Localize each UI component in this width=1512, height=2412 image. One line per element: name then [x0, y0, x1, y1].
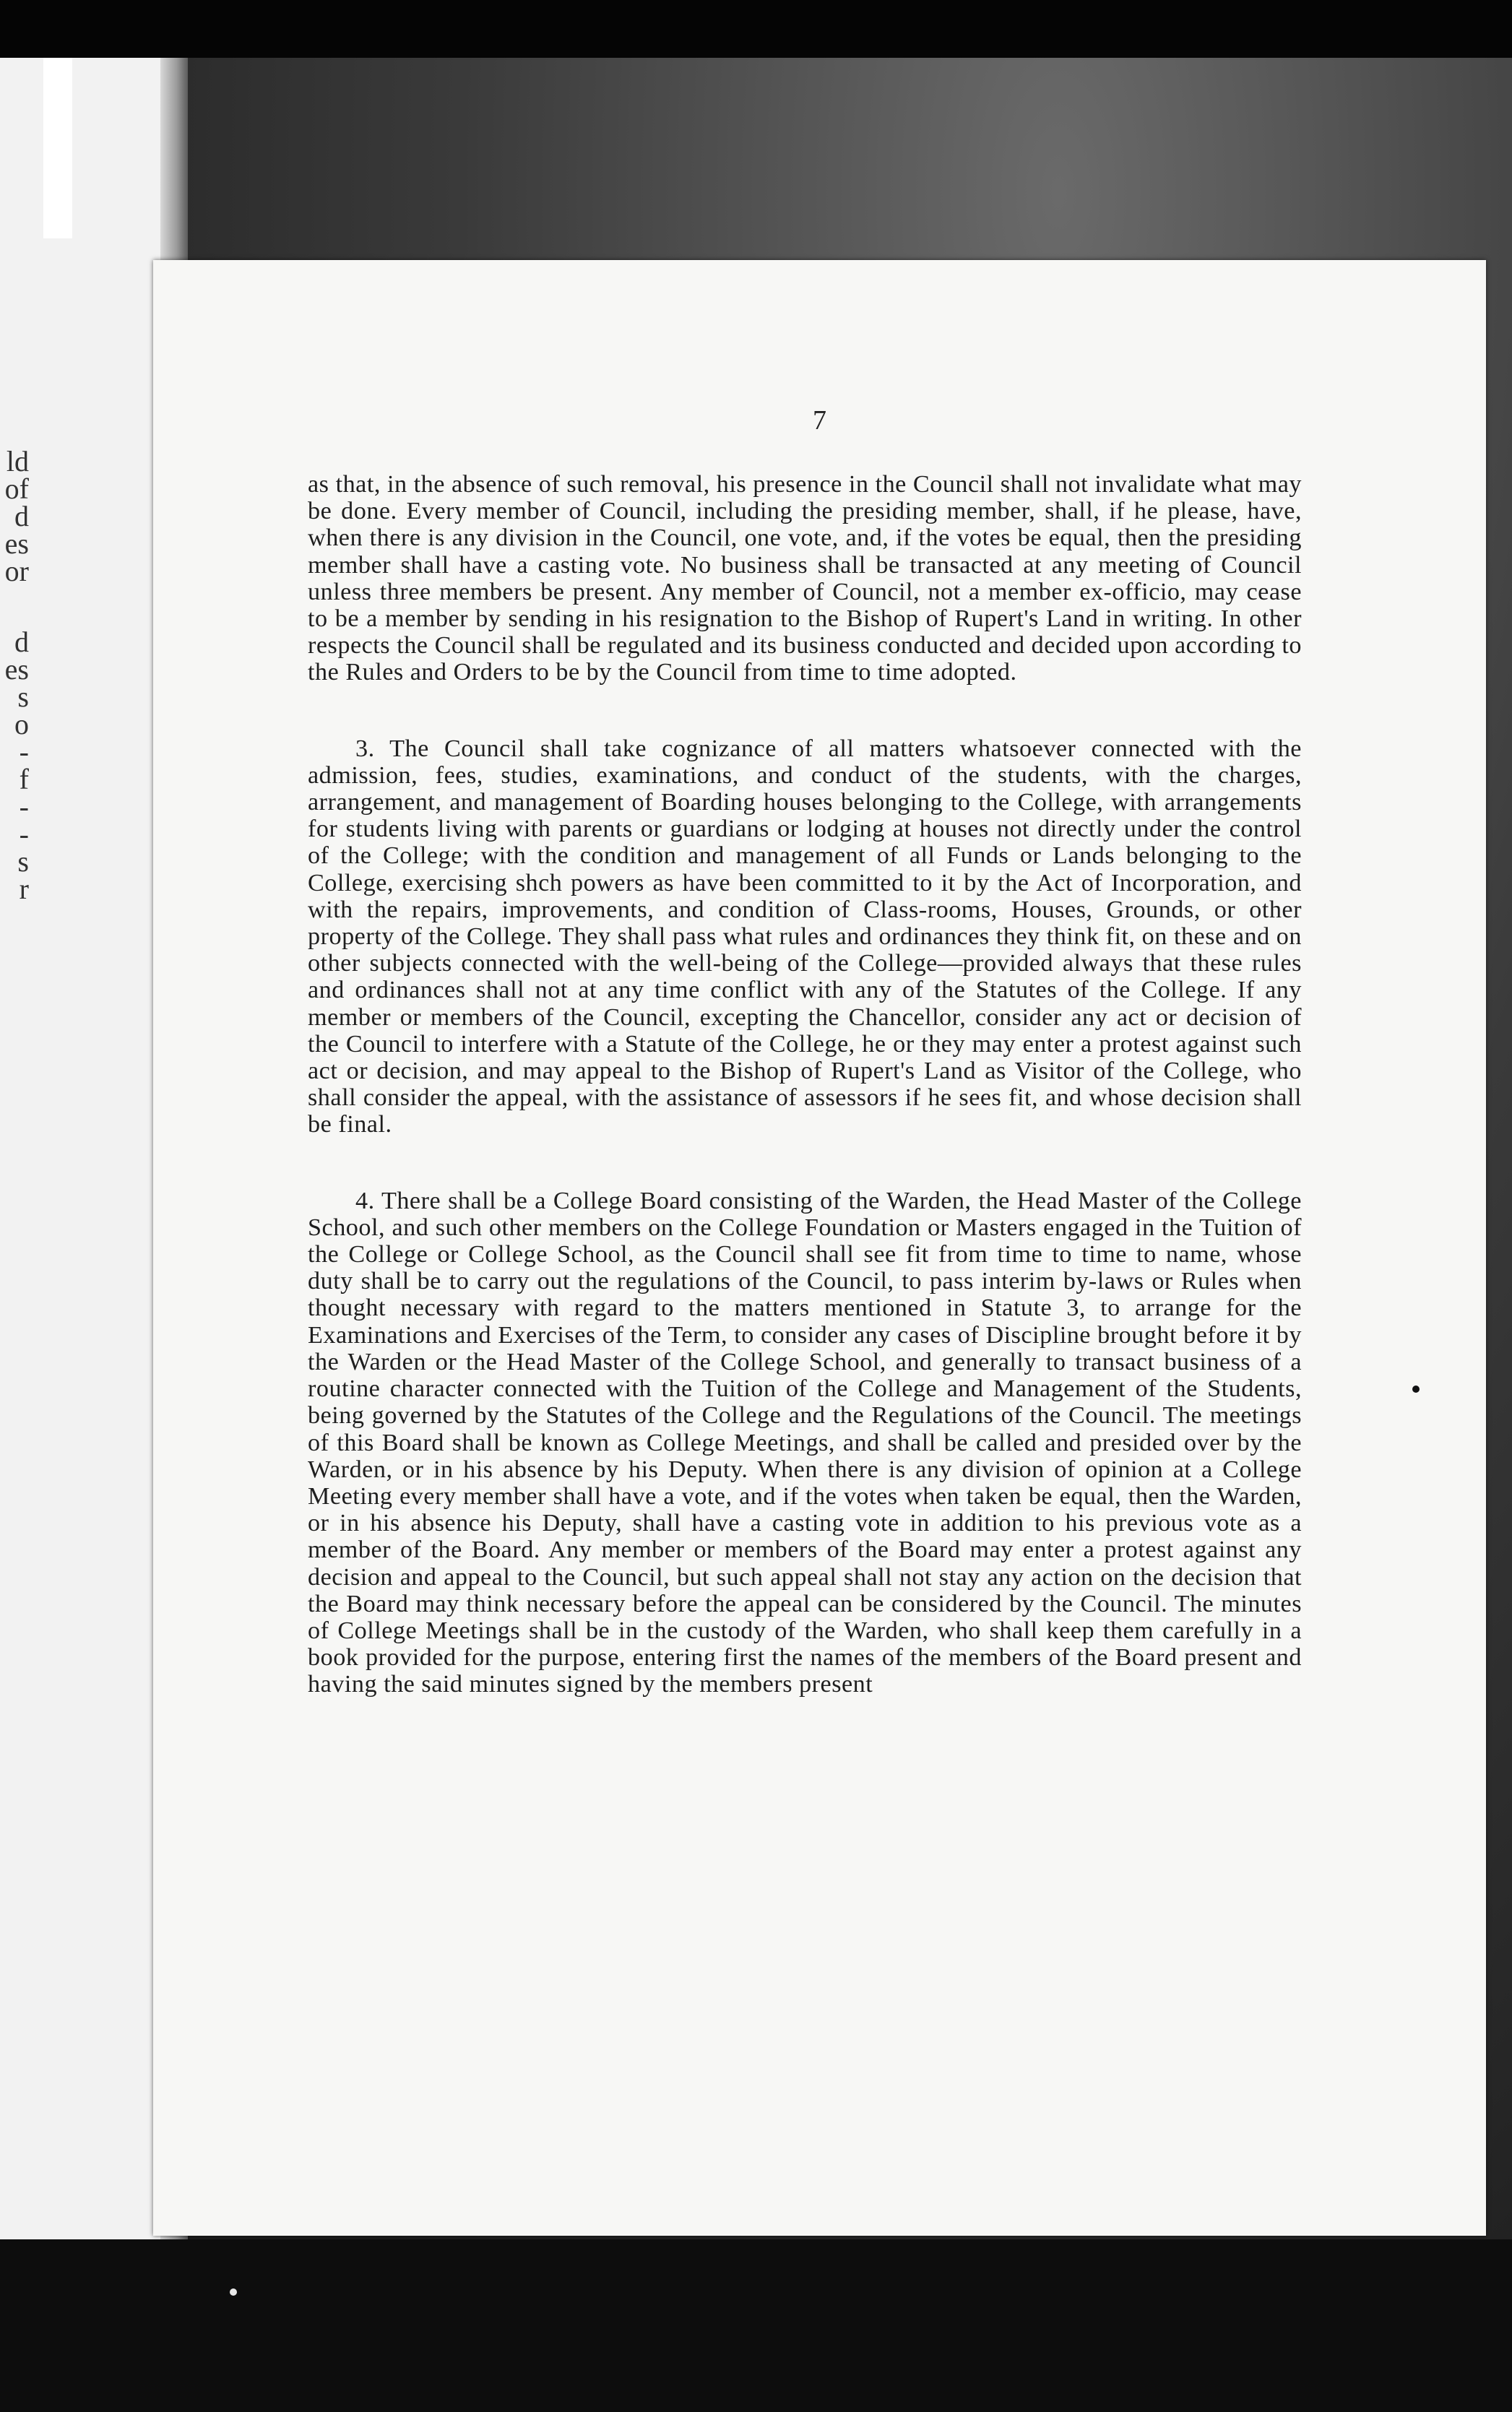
facing-page-highlight [43, 58, 72, 238]
facing-page-text-fragments [0, 448, 29, 903]
fragment-line: s [17, 683, 29, 711]
scan-bottom-border [0, 2239, 1512, 2412]
fragment-line: or [4, 558, 29, 585]
fragment-line: ld [6, 448, 29, 475]
fragment-line: of [4, 475, 29, 503]
fragment-line: - [19, 793, 29, 821]
fragment-line: es [4, 530, 29, 558]
scan-speck [230, 2288, 237, 2296]
fragment-line: s [17, 848, 29, 876]
page-body [308, 471, 1302, 1747]
fragment-line: f [19, 766, 29, 793]
document-page [153, 260, 1486, 2236]
fragment-line: d [14, 628, 29, 656]
paragraph-continuation: as that, in the absence of such removal, his presence in the Council shall not invalidate what may be done. Every member of Council, including the presiding member, shall, if he please, have, when there is any division in the Council, one vote, and, if the votes be equal, then the presiding member shall have a casting vote. No business shall be transacted at any meeting of Council unless three members be present. Any member of Council, not a member ex-officio, may cease to be a member by sending in his resignation to the Bishop of Rupert's Land in writing. In other respects the Council shall be regulated and its business conducted and decided upon according to the Rules and Orders to be by the Council from time to time adopted. [308, 471, 1302, 686]
scan-top-border [0, 0, 1512, 58]
page-number: 7 [813, 405, 826, 436]
paragraph-statute-3: 3. The Council shall take cognizance of all matters whatsoever connected with the admission, fees, studies, examinations, and conduct of the students, with the charges, arrangement, and management of Boarding houses belonging to the College, with arrangements for students living with parents or guardians or lodging at houses not directly under the control of the College; with the condition and management of all Funds or Lands belonging to the College, exercising shch powers as have been committed to it by the Act of Incorporation, and with the repairs, improvements, and condition of Class-rooms, Houses, Grounds, or other property of the College. They shall pass what rules and ordinances they think fit, on these and on other subjects connected with the well-being of the College—provided always that these rules and ordinances shall not at any time conflict with any of the Statutes of the College. If any member or members of the Council, excepting the Chancellor, consider any act or decision of the Council to interfere with a Statute of the College, he or they may enter a protest against such act or decision, and may appeal to the Bishop of Rupert's Land as Visitor of the College, who shall consider the appeal, with the assistance of assessors if he sees fit, and whose decision shall be final. [308, 735, 1302, 1138]
paragraph-statute-4: 4. There shall be a College Board consisting of the Warden, the Head Master of the College School, and such other members on the College Foundation or Masters engaged in the Tuition of the College or College School, as the Council shall see fit from time to time to name, whose duty shall be to carry out the regulations of the Council, to pass interim by-laws or Rules when thought necessary with regard to the matters mentioned in Statute 3, to arrange for the Examinations and Exercises of the Term, to consider any cases of Discipline brought before it by the Warden or the Head Master of the College School, and generally to transact business of a routine character connected with the Tuition of the College and Management of the Students, being governed by the Statutes of the College and the Regulations of the Council. The meetings of this Board shall be known as College Meetings, and shall be called and presided over by the Warden, or in his absence by his Deputy. When there is any division of opinion at a College Meeting every member shall have a vote, and if the votes when taken be equal, then the Warden, or in his absence his Deputy, shall have a casting vote in addition to his previous vote as a member of the Board. Any member or members of the Board may enter a protest against any decision and appeal to the Council, but such appeal shall not stay any action on the decision that the Board may think necessary before the appeal can be considered by the Council. The minutes of College Meetings shall be in the custody of the Warden, who shall keep them carefully in a book provided for the purpose, entering first the names of the members of the Board present and having the said minutes signed by the members present [308, 1187, 1302, 1698]
fragment-line: es [4, 656, 29, 683]
fragment-line: - [19, 821, 29, 848]
fragment-line: o [14, 711, 29, 738]
fragment-gap [0, 585, 29, 628]
fragment-line: d [14, 503, 29, 530]
fragment-line: - [19, 738, 29, 766]
fragment-line: r [19, 876, 29, 903]
scan-speck [1412, 1386, 1420, 1393]
